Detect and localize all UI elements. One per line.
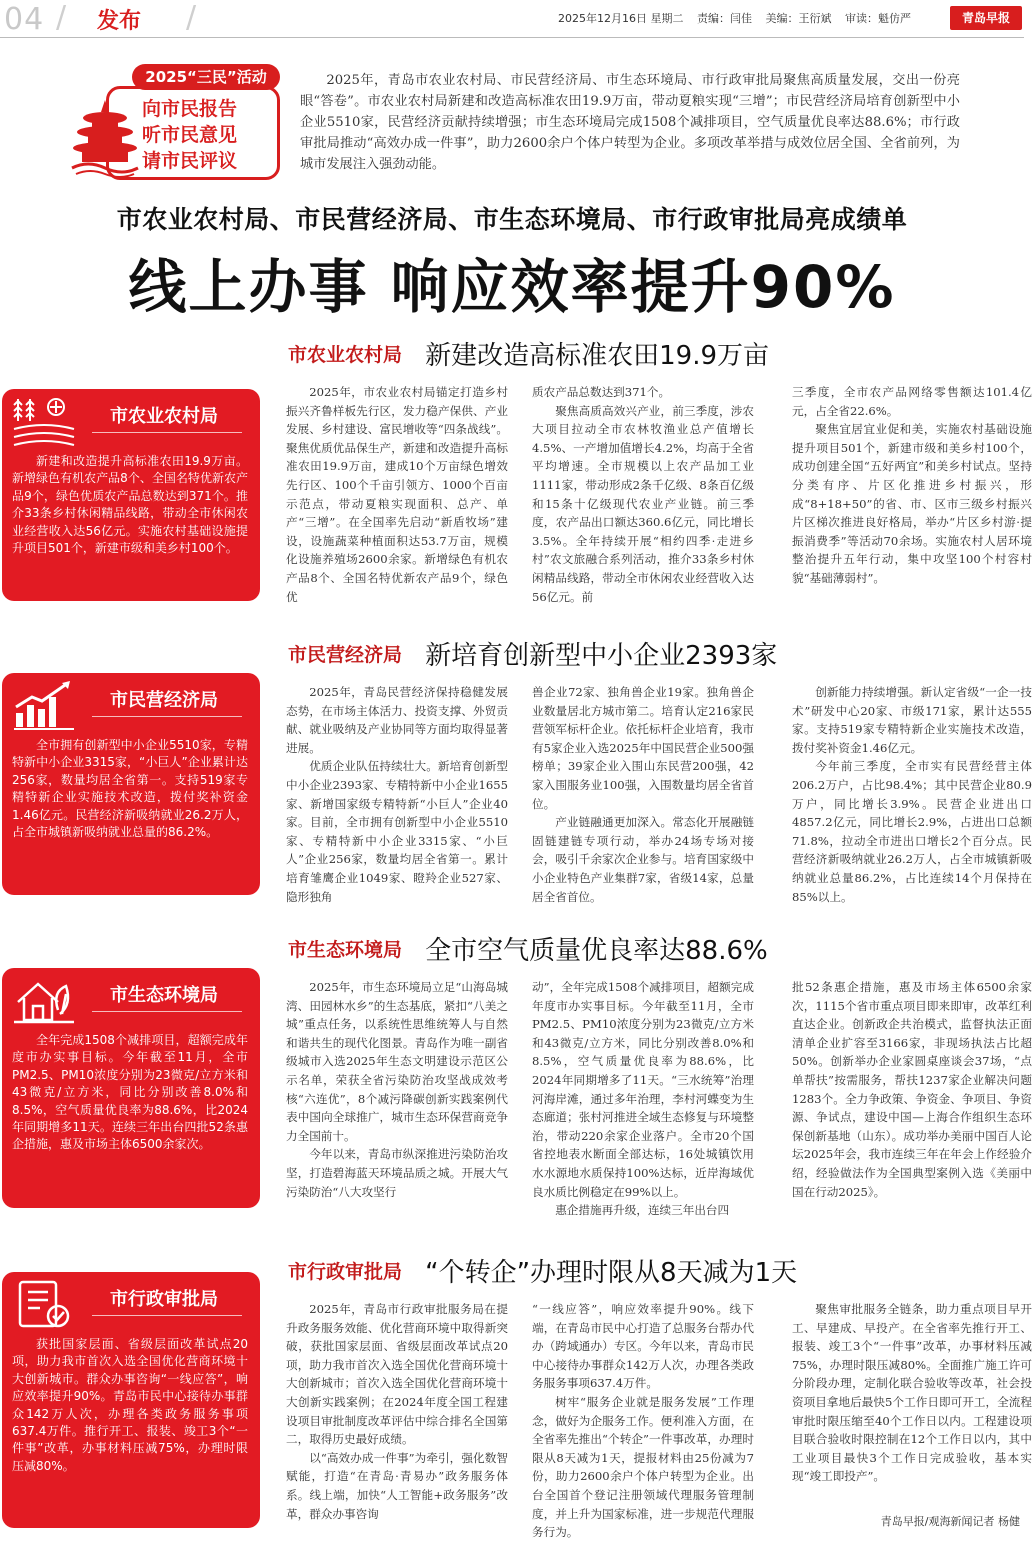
editor-credit: 责编：闫佳 <box>697 12 752 25</box>
landmark-pavilion-icon <box>70 98 140 178</box>
article-paragraph: 今年前三季度，全市实有民营经营主体206.2万户，占比98.4%；其中民营企业80.9万户，同比增长3.9%。民营企业进出口4857.2亿元，同比增长2.9%，占进出口总额71.8%，拉动全市进出口增长2个百分点。民营经济新吸纳就业26.2万人，占全市城镇新吸纳就业总量86.2%，占比连续14个月保持在85%以上。 <box>792 759 1032 904</box>
section-title: 全市空气质量优良率达88.6% <box>425 936 768 966</box>
section-title: 新建改造高标准农田19.9万亩 <box>425 341 770 371</box>
summary-card <box>2 968 260 1208</box>
summary-card <box>2 673 260 895</box>
section-name: 发布 <box>97 9 142 34</box>
article-column-2 <box>532 978 754 1218</box>
article-paragraph: 今年以来，青岛市纵深推进污染防治攻坚，打造碧海蓝天环境品质之城。开展大气污染防治“八大攻坚行 <box>286 1147 508 1199</box>
article-paragraph: 批52条惠企措施，惠及市场主体6500余家次，1115个省市重点项目即来即审，改革红利直达企业。创新政企共治模式，监督执法正面清单企业扩容至3166家，非现场执法占比超50%。创新举办企业家圆桌座谈会37场，“点单帮扶”按需服务，帮扶1237家企业解决问题1283个。全力争政策、争资金、争项目、争资源、争试点，建设中国—上海合作组织生态环保创新基地（山东）。成功举办美丽中国百人论坛2025年会，我市连续三年在年会上作经验介绍，经验做法作为全国典型案例入选《美丽中国在行动2025》。 <box>792 980 1032 1199</box>
card-summary: 全市拥有创新型中小企业5510家，专精特新中小企业3315家，“小巨人”企业累计达256家，数量均居全省第一。支持519家专精特新企业实施技术改造，拨付奖补资金1.46亿元。民营经济新吸纳就业26.2万人，占全市城镇新吸纳就业总量的86.2%。 <box>12 738 248 840</box>
section-heading <box>288 335 769 372</box>
article-paragraph: 动”，全年完成1508个减排项目，超额完成年度市办实事目标。今年截至11月，全市PM2.5、PM10浓度分别为23微克/立方米和43微克/立方米，同比分别改善8.0%和8.5%，空气质量优良率为88.6%，比2024年同期增多了11天。“三水统筹”治理河海岸滩，通过多年治理，李村河蝶变为生态廊道；张村河推进全域生态修复与环境整治，带动220余家企业落户。全市20个国省控地表水断面全部达标，16处城镇饮用水水源地水质保持100%达标，近岸海域优良水质比例稳定在99%以上。 <box>532 980 754 1199</box>
article-column-3 <box>792 978 1032 1214</box>
page-meta <box>558 10 921 26</box>
article-column-2 <box>532 383 754 603</box>
article-columns <box>286 978 1032 1218</box>
article-column-3 <box>792 683 1032 909</box>
card-title: 市民营经济局 <box>74 681 254 721</box>
section-kicker: 市生态环境局 <box>288 939 403 961</box>
card-title: 市行政审批局 <box>74 1280 254 1320</box>
article-paragraph: 以“高效办成一件事”为牵引，强化数智赋能，打造“在青岛·青易办”政务服务体系。线上端，加快“人工智能+政务服务”改革，群众办事咨询 <box>286 1450 508 1521</box>
section-agriculture <box>0 335 1032 604</box>
bar-growth-icon <box>12 679 76 731</box>
eco-house-icon <box>12 974 76 1026</box>
section-private-economy <box>0 635 1032 904</box>
campaign-line-1: 向市民报告 <box>142 98 238 120</box>
article-paragraph: 2025年，市农业农村局锚定打造乡村振兴齐鲁样板先行区，发力稳产保供、产业发展、乡村建设、富民增收等“四条战线”。聚焦优质优品保生产，新建和改造提升高标准农田19.9万亩，建成10个万亩绿色增效先行区、100个千亩引领方、1000个百亩示范点，带动夏粮实现面积、总产、单产“三增”。在全国率先启动“新盾牧场”建设，设施蔬菜种植面积达53.7万亩，规模化设施养殖场2600余家。新增绿色有机农产品8个、全国名特优新农产品9个，绿色优 <box>286 385 508 604</box>
campaign-line-2: 听市民意见 <box>142 124 238 146</box>
section-heading <box>288 1252 797 1289</box>
intro-paragraph: 2025年，青岛市农业农村局、市民营经济局、市生态环境局、市行政审批局聚焦高质量发展，交出一份亮眼“答卷”。市农业农村局新建和改造高标准农田19.9万亩，带动夏粮实现“三增”；市民营经济局培育创新型中小企业5510家，民营经济贡献持续增强；市生态环境局完成1508个减排项目，空气质量优良率达88.6%；市行政审批局推动“高效办成一件事”，助力2600余户个体户转型为企业。多项改革举措与成效位居全国、全省前列，为城市发展注入强劲动能。 <box>300 73 960 172</box>
article-column-3 <box>792 383 1032 603</box>
farmland-icon <box>12 395 76 447</box>
section-administrative-approval <box>0 1252 1032 1540</box>
card-title: 市生态环境局 <box>74 976 254 1016</box>
article-paragraph: 产业链融通更加深入。常态化开展融链固链建链专项行动，举办24场专场对接会，吸引千余家次企业参与。培育国家级中小企业特色产业集群7家，省级14家，总量居全省首位。 <box>532 815 754 904</box>
campaign-line-3: 请市民评议 <box>142 150 238 172</box>
section-kicker: 市农业农村局 <box>288 344 403 366</box>
article-column-1 <box>286 383 508 603</box>
article-paragraph: 2025年，市生态环境局立足“山海岛城湾、田园林水乡”的生态基底，紧扣“八美之城”重点任务，以系统性思维统筹人与自然和谐共生的现代化图景。青岛作为唯一副省级城市入选2025年生态文明建设示范区公示名单，荣获全省污染防治攻坚战成效考核“六连优”，8个减污降碳创新实践案例代表中国向全球推广，城市生态环保营商竞争力全国前十。 <box>286 980 508 1143</box>
section-heading <box>288 635 777 672</box>
summary-card <box>2 1272 260 1528</box>
section-heading <box>288 930 768 967</box>
article-columns <box>286 1300 1032 1540</box>
designer-credit: 美编：王衍斌 <box>765 12 832 25</box>
article-paragraph: 2025年，青岛民营经济保持稳健发展态势，在市场主体活力、投资支撑、外贸贡献、就业吸纳及产业协同等方面均取得显著进展。 <box>286 685 508 755</box>
article-column-1 <box>286 1300 508 1528</box>
article-paragraph: 惠企措施再升级，连续三年出台四 <box>555 1203 730 1218</box>
article-paragraph: 三季度，全市农产品网络零售额达101.4亿元，占全省22.6%。 <box>792 385 1032 418</box>
section-kicker: 市民营经济局 <box>288 644 403 666</box>
divider-slash: / <box>56 0 67 35</box>
approval-document-icon <box>12 1278 76 1330</box>
article-paragraph: 2025年，青岛市行政审批服务局在提升政务服务效能、优化营商环境中取得新突破，获批国家层面、省级层面改革试点20项，助力我市首次入选全国优化营商环境十大创新城市；首次入选全国优化营商环境十大创新实践案例；在2024年度全国工程建设项目审批制度改革评估中综合排名全国第二，取得历史最好成绩。 <box>286 1302 508 1447</box>
summary-card <box>2 389 260 601</box>
article-paragraph: 聚焦审批服务全链条，助力重点项目早开工、早建成、早投产。在全省率先推行开工、报装、竣工3个“一件事”改革，办事材料压减75%，办理时限压减80%。全面推广施工许可分阶段办理，定制化联合验收等改革，社会投资项目拿地后最快5个工作日即可开工，全流程审批时限压缩至40个工作日以内。工程建设项目联合验收时限控制在12个工作日以内，其中工业项目最快3个工作日完成验收，基本实现“竣工即投产”。 <box>792 1302 1032 1484</box>
card-summary: 获批国家层面、省级层面改革试点20项，助力我市首次入选全国优化营商环境十大创新城市。群众办事咨询“一线应答”，响应效率提升90%。青岛市民中心接待办事群众142万人次，办理各类政务服务事项637.4万件。推行开工、报装、竣工3个“一件事”改革，办事材料压减75%，办理时限压减80%。 <box>12 1337 248 1473</box>
article-columns <box>286 683 1032 909</box>
sup-headline: 市农业农村局、市民营经济局、市生态环境局、市行政审批局亮成绩单 <box>116 205 908 234</box>
article-paragraph: 树牢“服务企业就是服务发展”工作理念，做好为企服务工作。便利准入方面，在全省率先推出“个转企”一件事改革，办理时限从8天减为1天，提报材料由25份减为7份，助力2600余户个体户转型为企业。出台全国首个登记注册领域代理服务管理制度，并上升为国家标准，进一步规范代理服务行为。 <box>532 1394 754 1540</box>
divider-slash: / <box>186 0 197 35</box>
article-paragraph: 优质企业队伍持续壮大。新培育创新型中小企业2393家、专精特新中小企业1655家、新增国家级专精特新“小巨人”企业40家。目前，全市拥有创新型中小企业5510家、专精特新中小企业3315家、“小巨人”企业256家，数量均居全省第一。累计培育雏鹰企业1049家、瞪羚企业527家、隐形独角 <box>286 759 508 904</box>
article-paragraph: 质农产品总数达到371个。 <box>532 385 671 399</box>
section-kicker: 市行政审批局 <box>288 1261 403 1283</box>
article-paragraph: 创新能力持续增强。新认定省级“一企一技术”研发中心20家、市级171家，累计达555家。支持519家专精特新企业实施技术改造，拨付奖补资金1.46亿元。 <box>792 685 1032 755</box>
main-headline: 线上办事 响应效率提升90% <box>128 253 896 321</box>
page-header <box>0 0 1024 38</box>
page-number: 04 <box>4 2 45 37</box>
article-column-2 <box>532 683 754 909</box>
article-columns <box>286 383 1032 604</box>
article-paragraph: 兽企业72家、独角兽企业19家。独角兽企业数量居北方城市第二。培育认定216家民营领军标杆企业。依托标杆企业培育，我市有5家企业入选2025年中国民营企业500强榜单；39家企业入围山东民营200强，42家入围服务业100强，入围数量均居全省首位。 <box>532 685 754 811</box>
section-title: “个转企”办理时限从8天减为1天 <box>425 1258 798 1288</box>
campaign-ribbon: 2025“三民”活动 <box>132 64 280 90</box>
card-summary: 新建和改造提升高标准农田19.9万亩。新增绿色有机农产品8个、全国名特优新农产品9个，绿色优质农产品总数达到371个。推介33条乡村休闲精品线路，带动全市休闲农业经营收入达56亿元。实施农村基础设施提升项目501个，新建市级和美乡村100个。 <box>12 454 248 556</box>
issue-date: 2025年12月16日 星期二 <box>558 12 684 25</box>
proofreader-credit: 审读：魁仿严 <box>845 12 911 25</box>
article-paragraph: “一线应答”，响应效率提升90%。线下端，在青岛市民中心打造了总服务台帮办代办（跨域通办）专区。今年以来，青岛市民中心接待办事群众142万人次，办理各类政务服务事项637.4万件。 <box>532 1302 754 1391</box>
section-title: 新培育创新型中小企业2393家 <box>425 641 778 671</box>
article-paragraph: 聚焦高质高效兴产业，前三季度，涉农大项目拉动全市农林牧渔业总产值增长4.5%、一产增加值增长4.2%，均高于全省平均增速。全市规模以上农产品加工业1111家，带动形成2条千亿级、8条百亿级和15条十亿级现代农业产业链。前三季度，农产品出口额达360.6亿元，同比增长3.5%。全年持续开展“相约四季·走进乡村”农文旅融合系列活动，推介33条乡村休闲精品线路，带动全市休闲农业经营收入达56亿元。前 <box>532 403 754 604</box>
article-column-1 <box>286 683 508 909</box>
campaign-badge <box>70 64 280 180</box>
article-column-2 <box>532 1300 754 1540</box>
card-summary: 全年完成1508个减排项目，超额完成年度市办实事目标。今年截至11月，全市PM2.5、PM10浓度分别为23微克/立方米和43微克/立方米，同比分别改善8.0%和8.5%，空气质量优良率为88.6%，比2024年同期增多11天。连续三年出台四批52条惠企措施，惠及市场主体6500余家次。 <box>12 1033 248 1152</box>
newspaper-logo: 青岛早报 <box>950 6 1022 30</box>
section-ecology <box>0 930 1032 1220</box>
reporter-credit: 青岛早报/观海新闻记者 杨健 <box>875 1513 1020 1529</box>
article-paragraph: 聚焦宜居宜业促和美，实施农村基础设施提升项目501个，新建市级和美乡村100个，成功创建全国“五好两宜”和美乡村试点。坚持分类有序、片区化推进乡村振兴，形成“8+18+50”的省、市、区市三级乡村振兴片区梯次推进良好格局，举办“片区乡村游·提振消费季”等活动70余场。实施农村人居环境整治提升五年行动，集中攻坚100个村容村貌“基础薄弱村”。 <box>792 422 1032 585</box>
article-column-1 <box>286 978 508 1214</box>
article-column-3 <box>792 1300 1032 1506</box>
card-title: 市农业农村局 <box>74 397 254 437</box>
